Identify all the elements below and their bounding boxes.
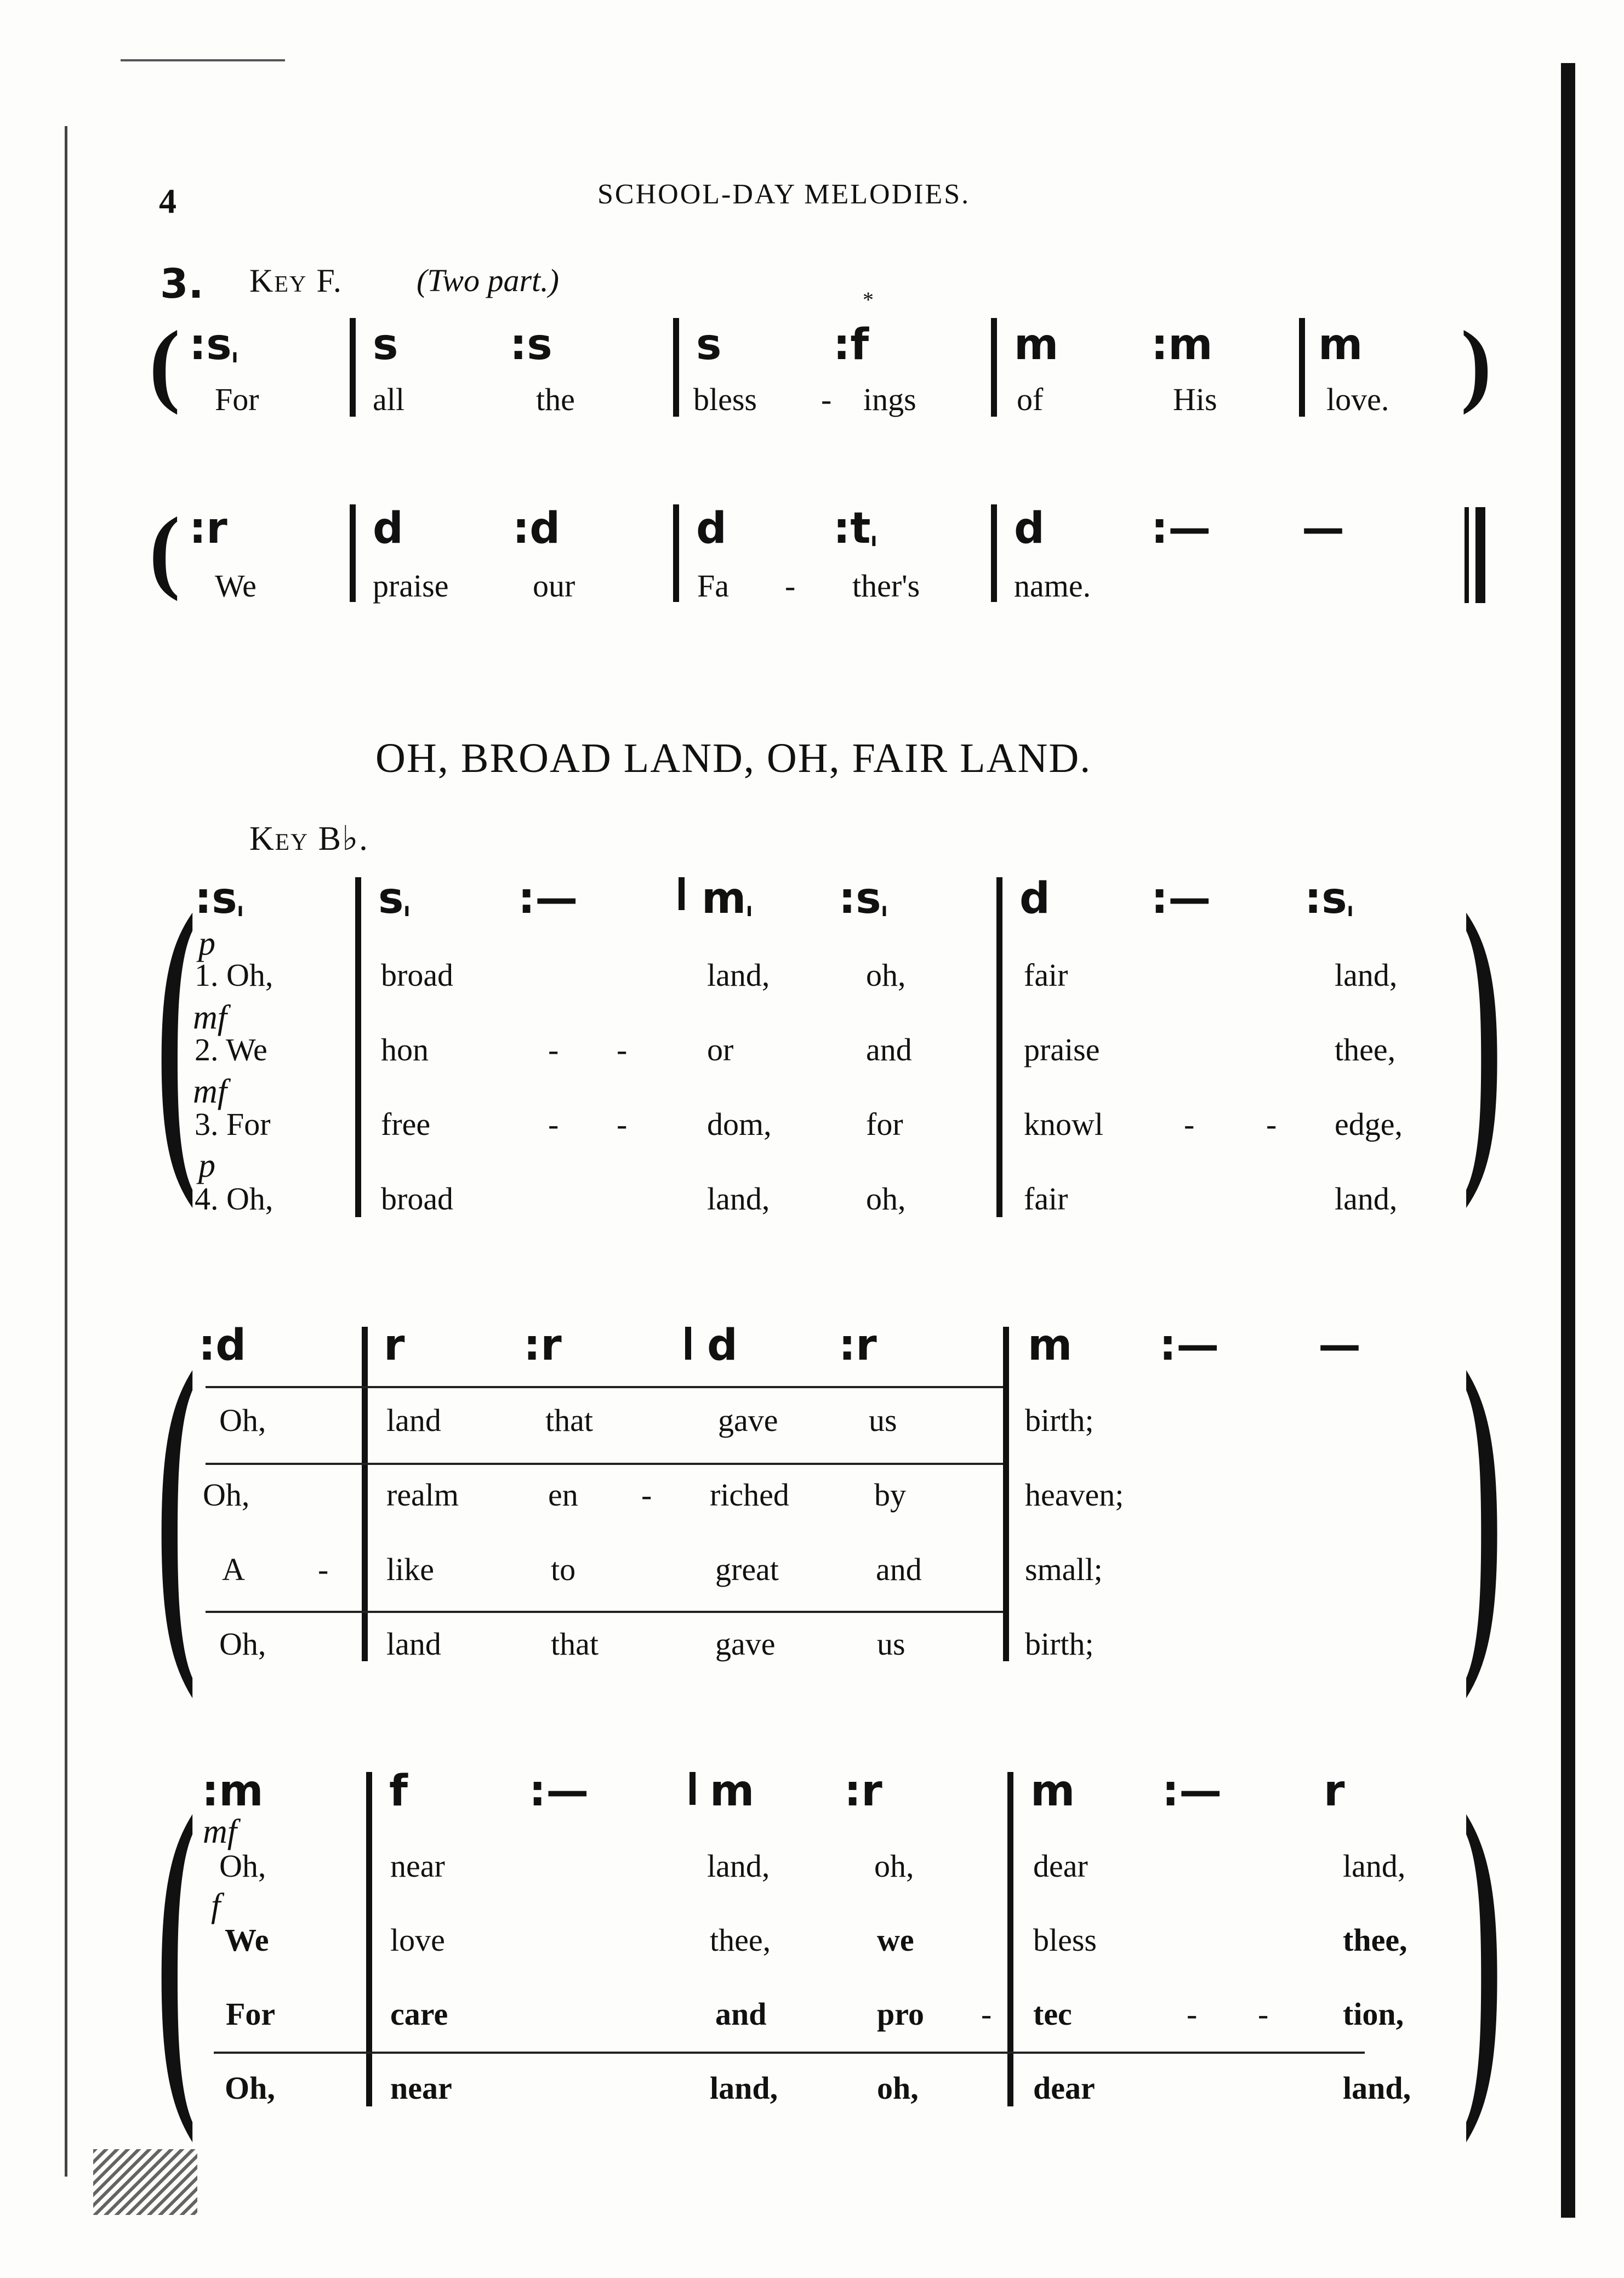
lyric-hyphen: - [981, 1996, 992, 2032]
note-solfa: :— [1162, 1766, 1222, 1816]
lyric: all [373, 382, 404, 417]
lyric-hyphen: - [617, 1032, 628, 1067]
lyric: land, [1335, 1181, 1398, 1217]
barline [996, 877, 1002, 1217]
lyric: Oh, [219, 1626, 266, 1662]
lyric-hyphen: - [821, 382, 832, 417]
right-paren-sys1: ) [1462, 848, 1503, 1210]
lyric: us [877, 1626, 905, 1662]
verse-divider [206, 1611, 1003, 1613]
note-solfa: — [1318, 1321, 1361, 1370]
lyric: land, [1335, 957, 1398, 993]
exercise-key-label: Key F. [249, 263, 343, 299]
barline [673, 318, 679, 417]
lyric: hon [381, 1032, 429, 1067]
lyric: oh, [874, 1848, 914, 1884]
barline [679, 877, 685, 910]
lyric: thee, [710, 1922, 771, 1958]
lyric: dear [1033, 1848, 1088, 1884]
note-solfa: m [1318, 320, 1363, 370]
lyric: gave [718, 1402, 778, 1438]
lyric: the [536, 382, 575, 417]
dynamic-marking: mf [203, 1813, 237, 1850]
lyric: or [707, 1032, 734, 1067]
lyric: and [715, 1996, 767, 2032]
note-solfa: $m_ı$ [702, 874, 753, 923]
barline [355, 877, 361, 1217]
page-number: 4 [159, 181, 176, 220]
lyric: bless [1033, 1922, 1097, 1958]
left-paren-sys1: ( [156, 848, 197, 1210]
lyric: 3. For [195, 1106, 271, 1142]
barline [1299, 318, 1305, 417]
lyric: free [381, 1106, 431, 1142]
dynamic-marking: mf [193, 1073, 227, 1110]
lyric: fair [1024, 957, 1068, 993]
note-solfa: m [710, 1766, 755, 1816]
note-solfa: :f [833, 320, 869, 370]
accent-mark: * [863, 287, 874, 312]
lyric: 4. Oh, [195, 1181, 273, 1217]
lyric-hyphen: - [318, 1552, 329, 1587]
top-rule [121, 59, 285, 61]
final-barline-thick [1475, 507, 1485, 603]
lyric: we [877, 1922, 914, 1958]
barline [991, 318, 997, 417]
lyric: fair [1024, 1181, 1068, 1217]
note-solfa: d [696, 504, 727, 553]
exercise-part-label: (Two part.) [417, 263, 559, 298]
lyric: A [222, 1552, 245, 1587]
lyric: land [386, 1402, 441, 1438]
dynamic-marking: f [211, 1887, 221, 1924]
lyric: edge, [1335, 1106, 1403, 1142]
lyric: oh, [877, 2070, 919, 2106]
lyric: near [390, 2070, 452, 2106]
left-paren-sys2: ( [156, 1299, 197, 1700]
running-title: SCHOOL-DAY MELODIES. [597, 179, 971, 210]
lyric: Fa [697, 568, 729, 604]
lyric: to [551, 1552, 576, 1587]
note-solfa: :m [202, 1766, 264, 1816]
note-solfa: $:s_ı$ [195, 874, 244, 923]
lyric: ings [863, 382, 916, 417]
page-edge-right [1561, 63, 1575, 2218]
note-solfa: s [696, 320, 722, 370]
lyric: and [876, 1552, 922, 1587]
lyric: For [226, 1996, 276, 2032]
note-solfa: :— [529, 1766, 589, 1816]
left-paren-sys3: ( [156, 1743, 197, 2144]
lyric: broad [381, 1181, 454, 1217]
lyric: birth; [1025, 1626, 1094, 1662]
lyric: oh, [866, 1181, 906, 1217]
lyric: realm [386, 1477, 459, 1513]
lyric: gave [715, 1626, 776, 1662]
final-barline-thin [1465, 507, 1469, 603]
lyric: heaven; [1025, 1477, 1124, 1513]
lyric: love. [1326, 382, 1389, 417]
note-solfa: :d [512, 504, 561, 553]
lyric: For [215, 382, 259, 417]
lyric: dear [1033, 2070, 1095, 2106]
note-solfa: m [1014, 320, 1059, 370]
lyric: us [869, 1402, 897, 1438]
barline [350, 504, 356, 602]
lyric-hyphen: - [548, 1032, 559, 1067]
note-solfa: :r [844, 1766, 882, 1816]
lyric: thee, [1335, 1032, 1396, 1067]
note-solfa: r [1324, 1766, 1345, 1816]
note-solfa: $:s_ı$ [839, 874, 888, 923]
verse-divider [206, 1463, 1003, 1465]
note-solfa: d [1014, 504, 1045, 553]
note-solfa: d [707, 1321, 738, 1370]
exercise-number: 3. [160, 260, 204, 308]
note-solfa: d [1019, 874, 1050, 923]
lyric-hyphen: - [617, 1106, 628, 1142]
lyric: land, [707, 1181, 770, 1217]
barline [366, 1772, 372, 2106]
note-solfa: $:s_ı$ [1304, 874, 1354, 923]
lyric: His [1173, 382, 1217, 417]
left-paren-ex1: ( [149, 312, 180, 415]
note-solfa: :m [1151, 320, 1213, 370]
lyric: pro [877, 1996, 924, 2032]
lyric: birth; [1025, 1402, 1094, 1438]
lyric: tec [1033, 1996, 1072, 2032]
lyric: knowl [1024, 1106, 1103, 1142]
song-key-label: Key B♭. [249, 820, 369, 857]
dynamic-marking: p [198, 1147, 215, 1184]
verse-divider [214, 2052, 1365, 2054]
lyric: praise [1024, 1032, 1100, 1067]
note-solfa: :— [518, 874, 578, 923]
note-solfa: :r [839, 1321, 877, 1370]
barline [350, 318, 356, 417]
lyric: land, [707, 1848, 770, 1884]
note-solfa: m [1028, 1321, 1073, 1370]
lyric: care [390, 1996, 448, 2032]
barline [685, 1327, 691, 1360]
lyric: thee, [1343, 1922, 1408, 1958]
note-solfa: d [373, 504, 403, 553]
lyric-hyphen: - [641, 1477, 652, 1513]
lyric: great [715, 1552, 779, 1587]
lyric: land, [1343, 1848, 1406, 1884]
lyric: Oh, [219, 1402, 266, 1438]
barline [991, 504, 997, 602]
lyric: dom, [707, 1106, 772, 1142]
lyric: land, [1343, 2070, 1411, 2106]
lyric: name. [1014, 568, 1091, 604]
lyric: We [215, 568, 257, 604]
lyric: 1. Oh, [195, 957, 273, 993]
note-solfa: :— [1151, 874, 1211, 923]
lyric: Oh, [225, 2070, 275, 2106]
lyric-hyphen: - [548, 1106, 559, 1142]
lyric: 2. We [195, 1032, 267, 1067]
lyric: small; [1025, 1552, 1103, 1587]
lyric: Oh, [219, 1848, 266, 1884]
lyric-hyphen: - [1187, 1996, 1198, 2032]
lyric: near [390, 1848, 445, 1884]
lyric: that [551, 1626, 599, 1662]
lyric: en [548, 1477, 578, 1513]
note-solfa: :r [523, 1321, 562, 1370]
right-paren-ex1: ) [1461, 312, 1492, 415]
note-solfa: :r [189, 504, 227, 553]
note-solfa: :— [1151, 504, 1211, 553]
note-solfa: :s [510, 320, 552, 370]
lyric-hyphen: - [785, 568, 796, 604]
note-solfa: r [384, 1321, 405, 1370]
lyric: love [390, 1922, 445, 1958]
lyric-hyphen: - [1258, 1996, 1269, 2032]
lyric: ther's [852, 568, 920, 604]
lyric: riched [710, 1477, 789, 1513]
note-solfa: s [373, 320, 398, 370]
lyric: broad [381, 957, 454, 993]
scan-artifact [93, 2149, 197, 2215]
lyric: Oh, [203, 1477, 250, 1513]
lyric: by [874, 1477, 906, 1513]
lyric: oh, [866, 957, 906, 993]
lyric-hyphen: - [1266, 1106, 1277, 1142]
note-solfa: f [389, 1766, 408, 1816]
lyric: our [533, 568, 575, 604]
right-paren-sys2: ) [1462, 1299, 1503, 1700]
lyric-hyphen: - [1184, 1106, 1195, 1142]
lyric: land, [707, 957, 770, 993]
lyric: bless [693, 382, 757, 417]
note-solfa: m [1030, 1766, 1075, 1816]
lyric: tion, [1343, 1996, 1404, 2032]
dynamic-marking: p [198, 925, 215, 962]
lyric: and [866, 1032, 912, 1067]
note-solfa: $:t_ı$ [833, 504, 877, 553]
left-paren-ex2: ( [149, 498, 180, 601]
dynamic-marking: mf [193, 999, 227, 1036]
lyric: of [1017, 382, 1044, 417]
note-solfa: :— [1159, 1321, 1220, 1370]
lyric: like [386, 1552, 434, 1587]
barline [690, 1772, 696, 1805]
barline [1003, 1327, 1009, 1661]
lyric: land [386, 1626, 441, 1662]
right-paren-sys3: ) [1462, 1743, 1503, 2144]
verse-divider [206, 1386, 1003, 1388]
lyric: land, [710, 2070, 778, 2106]
page-edge-left [65, 126, 67, 2177]
lyric: for [866, 1106, 903, 1142]
note-solfa: $:s_ı$ [189, 320, 238, 370]
note-solfa: — [1302, 504, 1344, 553]
song-title: OH, BROAD LAND, OH, FAIR LAND. [375, 735, 1092, 781]
note-solfa: :d [198, 1321, 247, 1370]
lyric: We [225, 1922, 269, 1958]
lyric: praise [373, 568, 449, 604]
barline [673, 504, 679, 602]
lyric: that [545, 1402, 593, 1438]
note-solfa: $s_ı$ [378, 874, 411, 923]
barline [1007, 1772, 1013, 2106]
